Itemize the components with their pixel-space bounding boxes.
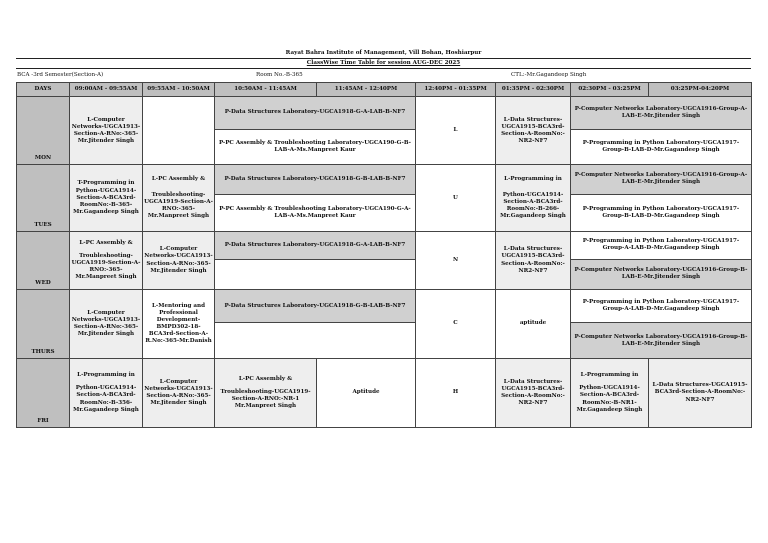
timetable-cell <box>215 358 317 427</box>
table-row <box>17 289 752 322</box>
timetable-cell: Aptitude <box>317 358 416 427</box>
empty-cell <box>143 97 215 165</box>
timetable-cell: L-Mentoring and Professional Development-BMPD302-18-BCA3rd-Section-A-R.No:-365-Mr.Danish <box>143 289 215 358</box>
cell-line: L-PC Assembly & <box>151 176 206 183</box>
cell-line: L-Programming in <box>77 372 135 379</box>
day-label: MON <box>17 97 70 165</box>
empty-cell <box>215 259 416 289</box>
timetable-subtitle: ClassWise Time Table for session AUG-DEC 2025 <box>306 60 461 66</box>
lunch-letter: L <box>416 97 496 165</box>
timetable-cell: P-Data Structures Laboratory-UGCA1918-G-B-LAB-B-NF7 <box>215 289 416 322</box>
column-header: 02:30PM - 03:25PM <box>571 83 649 97</box>
timetable-cell: P-Programming in Python Laboratory-UGCA1917-Group-B-LAB-D-Mr.Gagandeep Singh <box>571 129 752 165</box>
timetable-cell: P-PC Assembly & Troubleshooting Laboratory-UGCA190-G-B-LAB-A-Ms.Manpreet Kaur <box>215 129 416 165</box>
timetable-cell: L-Computer Networks-UGCA1913-Section-A-RNo:-365-Mr.Jitender Singh <box>70 289 143 358</box>
column-header: 09:55AM - 10:50AM <box>143 83 215 97</box>
timetable-cell <box>571 358 649 427</box>
timetable-cell: T-Programming in Python-UGCA1914-Section-A-BCA3rd-RoomNo:-B-365-Mr.Gagandeep Singh <box>70 165 143 232</box>
column-header: DAYS <box>17 83 70 97</box>
cell-line: Python-UGCA1914-Section-A-BCA3rd-RoomNo:-B-NR1-Mr.Gagandeep Singh <box>576 385 643 413</box>
column-header: 12:40PM - 01:35PM <box>416 83 496 97</box>
timetable-cell: L-Data Structures-UGCA1915-BCA3rd-Section-A-RoomNo:-NR2-NF7 <box>496 97 571 165</box>
day-label: TUES <box>17 165 70 232</box>
cell-line: Troubleshooting-UGCA1919-Section-A-RNO:-365-Mr.Manpreet Singh <box>144 191 213 219</box>
timetable-cell: L-Data Structures-UGCA1915-BCA3rd-Section-A-RoomNo:-NR2-NF7 <box>496 232 571 290</box>
class-info: BCA -3rd Semester(Section-A) <box>17 72 104 78</box>
timetable-cell: P-PC Assembly & Troubleshooting Laboratory-UGCA190-G-A-LAB-A-Ms.Manpreet Kaur <box>215 194 416 232</box>
timetable-cell: P-Data Structures Laboratory-UGCA1918-G-A-LAB-B-NF7 <box>215 232 416 259</box>
cell-line: Troubleshooting-UGCA1919-Section-A-RNO:-365-Mr.Manpreet Singh <box>71 252 141 281</box>
table-row <box>17 165 752 194</box>
header-rule <box>16 68 751 69</box>
cell-line: L-PC Assembly & <box>79 239 133 246</box>
institute-title: Rayat Bahra Institute of Management, Vill Bohan, Hoshiarpur <box>285 50 482 56</box>
timetable-cell: P-Programming in Python Laboratory-UGCA1917-Group-A-LAB-D-Mr.Gagandeep Singh <box>571 232 752 259</box>
table-row <box>17 97 752 129</box>
timetable-cell <box>70 358 143 427</box>
cell-line: L-Programming in <box>580 372 639 379</box>
timetable-cell: L-Computer Networks-UGCA1913-Section-A-RNo:-365-Mr.Jitender Singh <box>143 232 215 290</box>
timetable-cell: L-Data Structures-UGCA1915-BCA3rd-Section-A-RoomNo:-NR2-NF7 <box>496 358 571 427</box>
ctl-info: CTL:-Mr.Gagandeep Singh <box>511 72 587 78</box>
lunch-letter: U <box>416 165 496 232</box>
cell-line: Python-UGCA1914-Section-A-BCA3rd-RoomNo:-B-356-Mr.Gagandeep Singh <box>73 385 139 413</box>
timetable-cell: L-Computer Networks-UGCA1913-Section-A-RNo:-365-Mr.Jitender Singh <box>70 97 143 165</box>
column-header: 10:50AM - 11:45AM <box>215 83 317 97</box>
timetable-cell <box>70 232 143 290</box>
day-label: THURS <box>17 289 70 358</box>
timetable <box>16 82 752 428</box>
lunch-letter: H <box>416 358 496 427</box>
timetable-cell: P-Data Structures Laboratory-UGCA1918-G-A-LAB-B-NF7 <box>215 97 416 129</box>
table-row <box>17 232 752 259</box>
timetable-cell: P-Data Structures Laboratory-UGCA1918-G-B-LAB-B-NF7 <box>215 165 416 194</box>
column-header: 03:25PM-04:20PM <box>649 83 752 97</box>
timetable-cell: P-Computer Networks Laboratory-UGCA1916-Group-B-LAB-E-Mr.Jitender Singh <box>571 259 752 289</box>
header-rule <box>16 58 751 59</box>
timetable-cell: P-Programming in Python Laboratory-UGCA1917-Group-B-LAB-D-Mr.Gagandeep Singh <box>571 194 752 232</box>
empty-cell <box>215 323 416 359</box>
cell-line: L-PC Assembly & <box>238 375 293 382</box>
cell-line: Python-UGCA1914-Section-A-BCA3rd-RoomNo:-B-266-Mr.Gagandeep Singh <box>500 191 566 219</box>
lunch-letter: N <box>416 232 496 290</box>
timetable-cell: P-Computer Networks Laboratory-UGCA1916-Group-A-LAB-E-Mr.Jitender Singh <box>571 97 752 129</box>
column-header: 01:35PM - 02:30PM <box>496 83 571 97</box>
timetable-cell: aptitude <box>496 289 571 358</box>
timetable-cell: P-Computer Networks Laboratory-UGCA1916-Group-B-LAB-E-Mr.Jitender Singh <box>571 323 752 359</box>
day-label: WED <box>17 232 70 290</box>
timetable-cell: P-Programming in Python Laboratory-UGCA1917-Group-A-LAB-D-Mr.Gagandeep Singh <box>571 289 752 322</box>
day-label: FRI <box>17 358 70 427</box>
cell-line: L-Programming in <box>504 176 562 183</box>
lunch-letter: C <box>416 289 496 358</box>
table-row <box>17 358 752 427</box>
timetable-cell: P-Computer Networks Laboratory-UGCA1916-Group-A-LAB-E-Mr.Jitender Singh <box>571 165 752 194</box>
cell-line: Troubleshooting-UGCA1919-Section-A-RNO:-NR-1 Mr.Manpreet Singh <box>220 388 311 410</box>
timetable-cell: L-Data Structures-UGCA1915-BCA3rd-Section-A-RoomNo:-NR2-NF7 <box>649 358 752 427</box>
timetable-cell <box>143 165 215 232</box>
timetable-cell: L-Computer Networks-UGCA1913-Section-A-RNo:-365-Mr.Jitender Singh <box>143 358 215 427</box>
column-header: 11:45AM - 12:40PM <box>317 83 416 97</box>
room-info: Room No.-B-365 <box>256 72 303 78</box>
header-row <box>17 83 752 97</box>
timetable-cell <box>496 165 571 232</box>
column-header: 09:00AM - 09:55AM <box>70 83 143 97</box>
